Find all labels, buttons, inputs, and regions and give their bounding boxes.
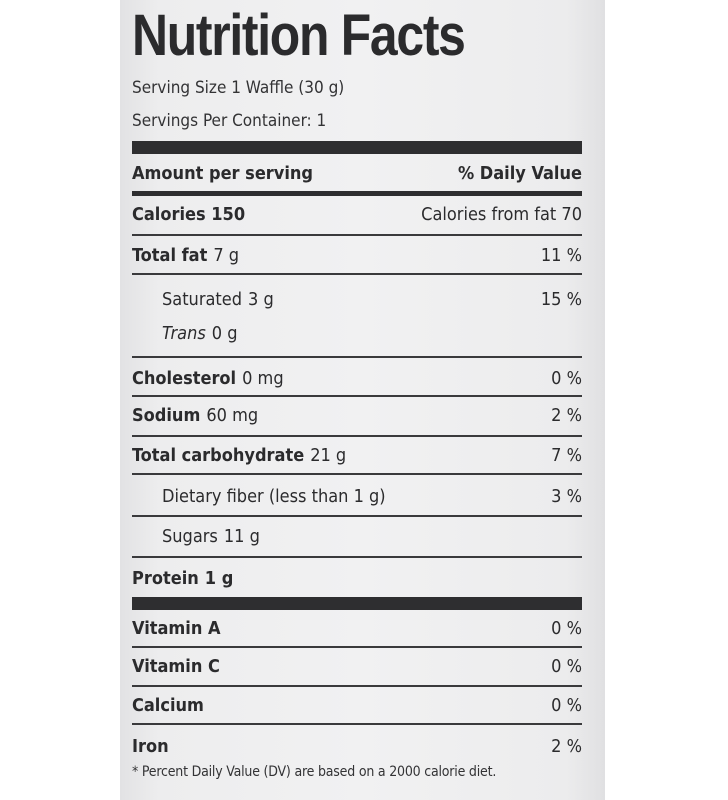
nutrient-name: Cholesterol (132, 367, 237, 389)
row-divider (132, 723, 582, 725)
daily-value: 0 % (551, 655, 582, 677)
nutrient-name: Iron (132, 735, 169, 757)
row-divider (132, 685, 582, 687)
total-fat-row (132, 238, 582, 272)
nutrient-amount: 11 g (223, 525, 260, 547)
daily-value: 2 % (551, 404, 582, 426)
row-divider (132, 556, 582, 558)
saturated-fat-row (132, 282, 582, 316)
total-carbohydrate-row (132, 438, 582, 472)
serving-size: Serving Size 1 Waffle (30 g) (132, 78, 345, 98)
daily-value: 15 % (540, 288, 582, 310)
calcium-row (132, 688, 582, 722)
nutrient-name: Vitamin C (132, 655, 220, 677)
medium-divider (132, 191, 582, 196)
header-row (132, 156, 582, 190)
nutrient-amount: 7 g (213, 244, 240, 266)
cholesterol-row (132, 361, 582, 395)
nutrient-name: Calcium (132, 694, 204, 716)
servings-per-container: Servings Per Container: 1 (132, 111, 327, 131)
nutrient-amount: 21 g (310, 444, 347, 466)
calories-row (132, 197, 582, 231)
sugars-row (132, 519, 582, 553)
thick-divider (132, 597, 582, 610)
row-divider (132, 646, 582, 648)
nutrient-amount: 3 g (248, 288, 274, 310)
nutrient-amount: 60 mg (206, 404, 259, 426)
nutrient-name: Trans (162, 322, 206, 344)
daily-value: 0 % (551, 694, 582, 716)
vitamin-a-row (132, 611, 582, 645)
iron-row (132, 729, 582, 763)
row-divider (132, 515, 582, 517)
daily-value-heading: % Daily Value (457, 162, 582, 184)
daily-value: 11 % (540, 244, 582, 266)
dietary-fiber-row (132, 479, 582, 513)
calories-from-fat: Calories from fat 70 (421, 203, 582, 225)
nutrient-name: Vitamin A (132, 617, 221, 639)
daily-value: 0 % (551, 367, 582, 389)
daily-value: 2 % (551, 735, 582, 757)
nutrition-facts-panel (132, 0, 586, 800)
trans-fat-row (132, 316, 582, 350)
daily-value: 3 % (551, 485, 582, 507)
daily-value: 0 % (551, 617, 582, 639)
nutrient-name: Total carbohydrate (132, 444, 305, 466)
sodium-row (132, 398, 582, 432)
thick-divider (132, 141, 582, 154)
row-divider (132, 395, 582, 397)
daily-value: 7 % (551, 444, 582, 466)
nutrition-facts-title: Nutrition Facts (132, 3, 465, 68)
row-divider (132, 273, 582, 275)
nutrient-name: Sodium (132, 404, 201, 426)
nutrient-name: Total fat (132, 244, 208, 266)
calories: Calories 150 (132, 203, 246, 225)
row-divider (132, 234, 582, 236)
daily-value-footnote: * Percent Daily Value (DV) are based on a 2000 calorie diet. (132, 764, 497, 780)
nutrient-amount: 1 g (204, 567, 234, 589)
nutrient-amount: 0 mg (242, 367, 284, 389)
nutrient-name: Protein (132, 567, 199, 589)
protein-row (132, 561, 582, 595)
nutrient-name: Sugars (162, 525, 218, 547)
row-divider (132, 473, 582, 475)
row-divider (132, 356, 582, 358)
nutrient-name: Saturated (162, 288, 242, 310)
vitamin-c-row (132, 649, 582, 683)
nutrient-amount: 0 g (211, 322, 238, 344)
row-divider (132, 435, 582, 437)
nutrient-name: Dietary fiber (less than 1 g) (162, 485, 386, 507)
amount-per-serving-heading: Amount per serving (132, 162, 314, 184)
